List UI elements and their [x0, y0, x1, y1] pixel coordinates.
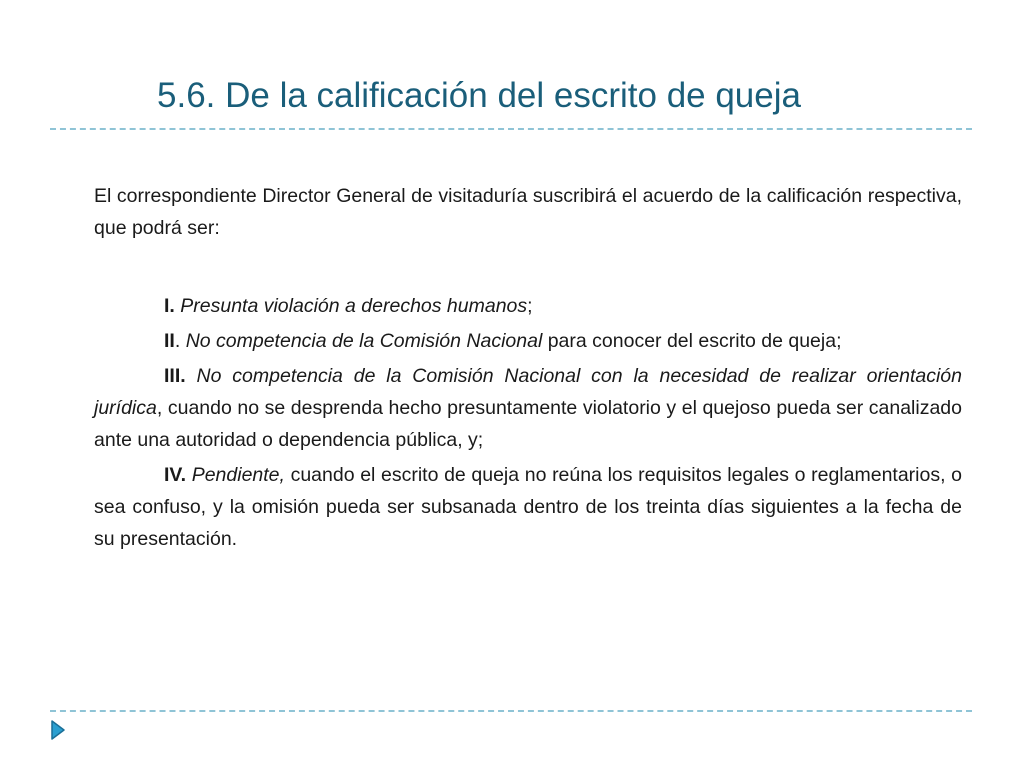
item-numeral: I.: [164, 295, 175, 317]
item-italic-text: No competencia de la Comisión Nacional con la necesidad de realizar orientación jurídica: [94, 365, 962, 419]
item-italic-text: Presunta violación a derechos humanos: [174, 295, 528, 317]
slide-body: [94, 180, 962, 555]
page-title: 5.6. De la calificación del escrito de queja: [157, 76, 801, 115]
item-numeral: IV.: [164, 464, 187, 486]
item-numeral: III.: [164, 365, 186, 387]
play-triangle-icon: [50, 719, 66, 741]
title-divider: [50, 128, 972, 130]
item-text: , cuando no se desprenda hecho presuntamente violatorio y el quejoso pueda ser canalizado ante una autoridad o dependencia pública, y;: [94, 397, 962, 451]
list-item-3: [94, 360, 962, 456]
list-item-2: [94, 325, 962, 357]
item-text: ;: [527, 295, 533, 317]
item-italic-text: Pendiente,: [186, 464, 285, 486]
item-numeral: II: [164, 330, 175, 352]
footer-divider: [50, 710, 972, 712]
item-text: para conocer del escrito de queja;: [542, 330, 842, 352]
list-item-1: [94, 290, 962, 322]
item-italic-text: No competencia de la Comisión Nacional: [185, 330, 543, 352]
item-text: cuando el escrito de queja no reúna los requisitos legales o reglamentarios, o sea confuso, y la omisión pueda ser subsanada dentro de los treinta días siguientes a la fecha de su presentación.: [94, 464, 962, 550]
list-item-4: [94, 459, 962, 555]
intro-paragraph: El correspondiente Director General de visitaduría suscribirá el acuerdo de la calificación respectiva, que podrá ser:: [94, 185, 962, 239]
item-separator: .: [174, 330, 186, 352]
